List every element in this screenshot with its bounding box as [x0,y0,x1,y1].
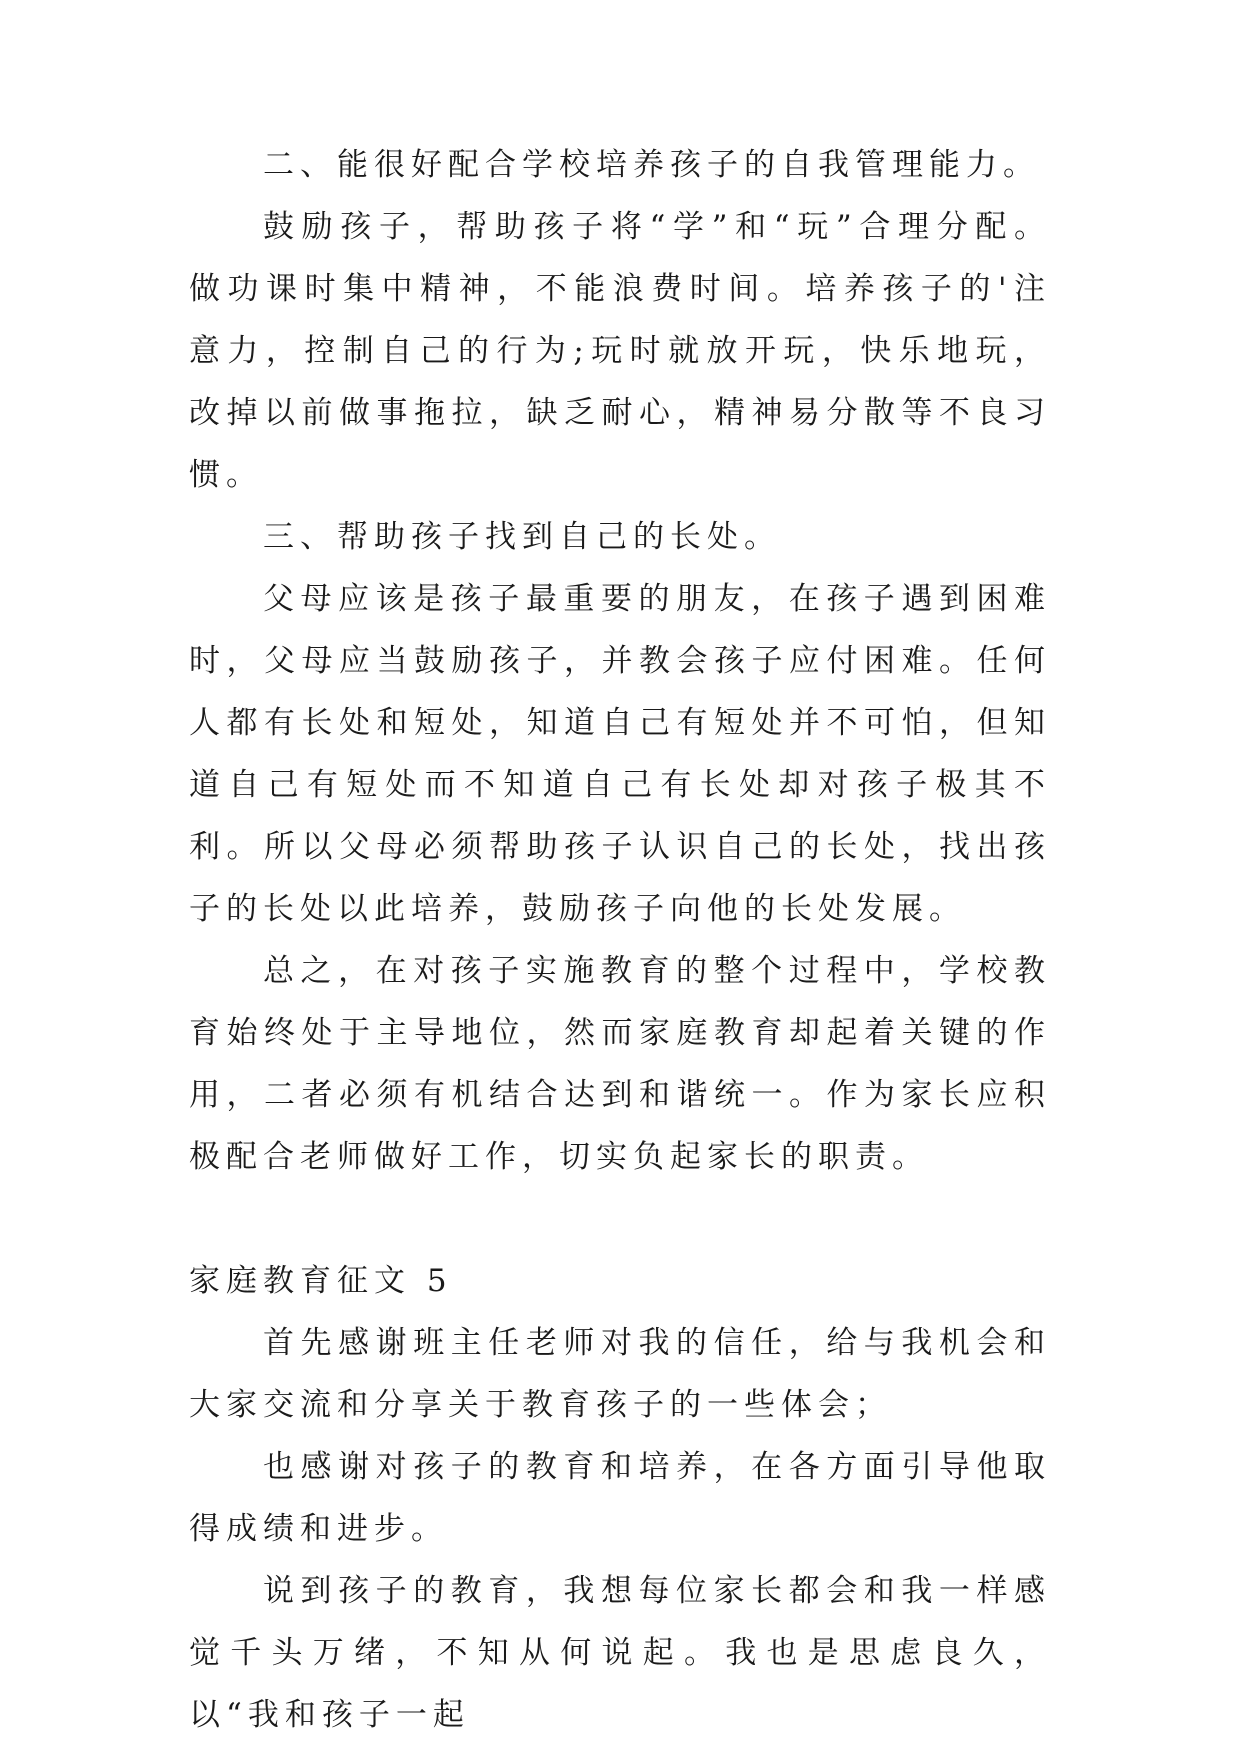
document-body [189,134,1051,1746]
body-paragraph: 首先感谢班主任老师对我的信任，给与我机会和大家交流和分享关于教育孩子的一些体会； [189,1325,1051,1423]
section-heading-two: 二、能很好配合学校培养孩子的自我管理能力。 [263,147,1040,183]
essay-title: 家庭教育征文 5 [189,1263,453,1299]
body-paragraph: 总之，在对孩子实施教育的整个过程中，学校教育始终处于主导地位，然而家庭教育却起着关键的作用，二者必须有机结合达到和谐统一。作为家长应积极配合老师做好工作，切实负起家长的职责。 [189,953,1051,1175]
section-gap [189,1188,1051,1250]
body-paragraph: 父母应该是孩子最重要的朋友，在孩子遇到困难时，父母应当鼓励孩子，并教会孩子应付困难。任何人都有长处和短处，知道自己有短处并不可怕，但知道自己有短处而不知道自己有长处却对孩子极其不利。所以父母必须帮助孩子认识自己的长处，找出孩子的长处以此培养，鼓励孩子向他的长处发展。 [189,581,1051,927]
section-heading-three: 三、帮助孩子找到自己的长处。 [263,519,781,555]
body-paragraph: 也感谢对孩子的教育和培养，在各方面引导他取得成绩和进步。 [189,1449,1051,1547]
body-paragraph: 鼓励孩子，帮助孩子将“学”和“玩”合理分配。做功课时集中精神，不能浪费时间。培养孩子的'注意力，控制自己的行为;玩时就放开玩，快乐地玩，改掉以前做事拖拉，缺乏耐心，精神易分散等不良习惯。 [189,209,1052,493]
body-paragraph: 说到孩子的教育，我想每位家长都会和我一样感觉千头万绪，不知从何说起。我也是思虑良久，以“我和孩子一起 [189,1573,1051,1733]
